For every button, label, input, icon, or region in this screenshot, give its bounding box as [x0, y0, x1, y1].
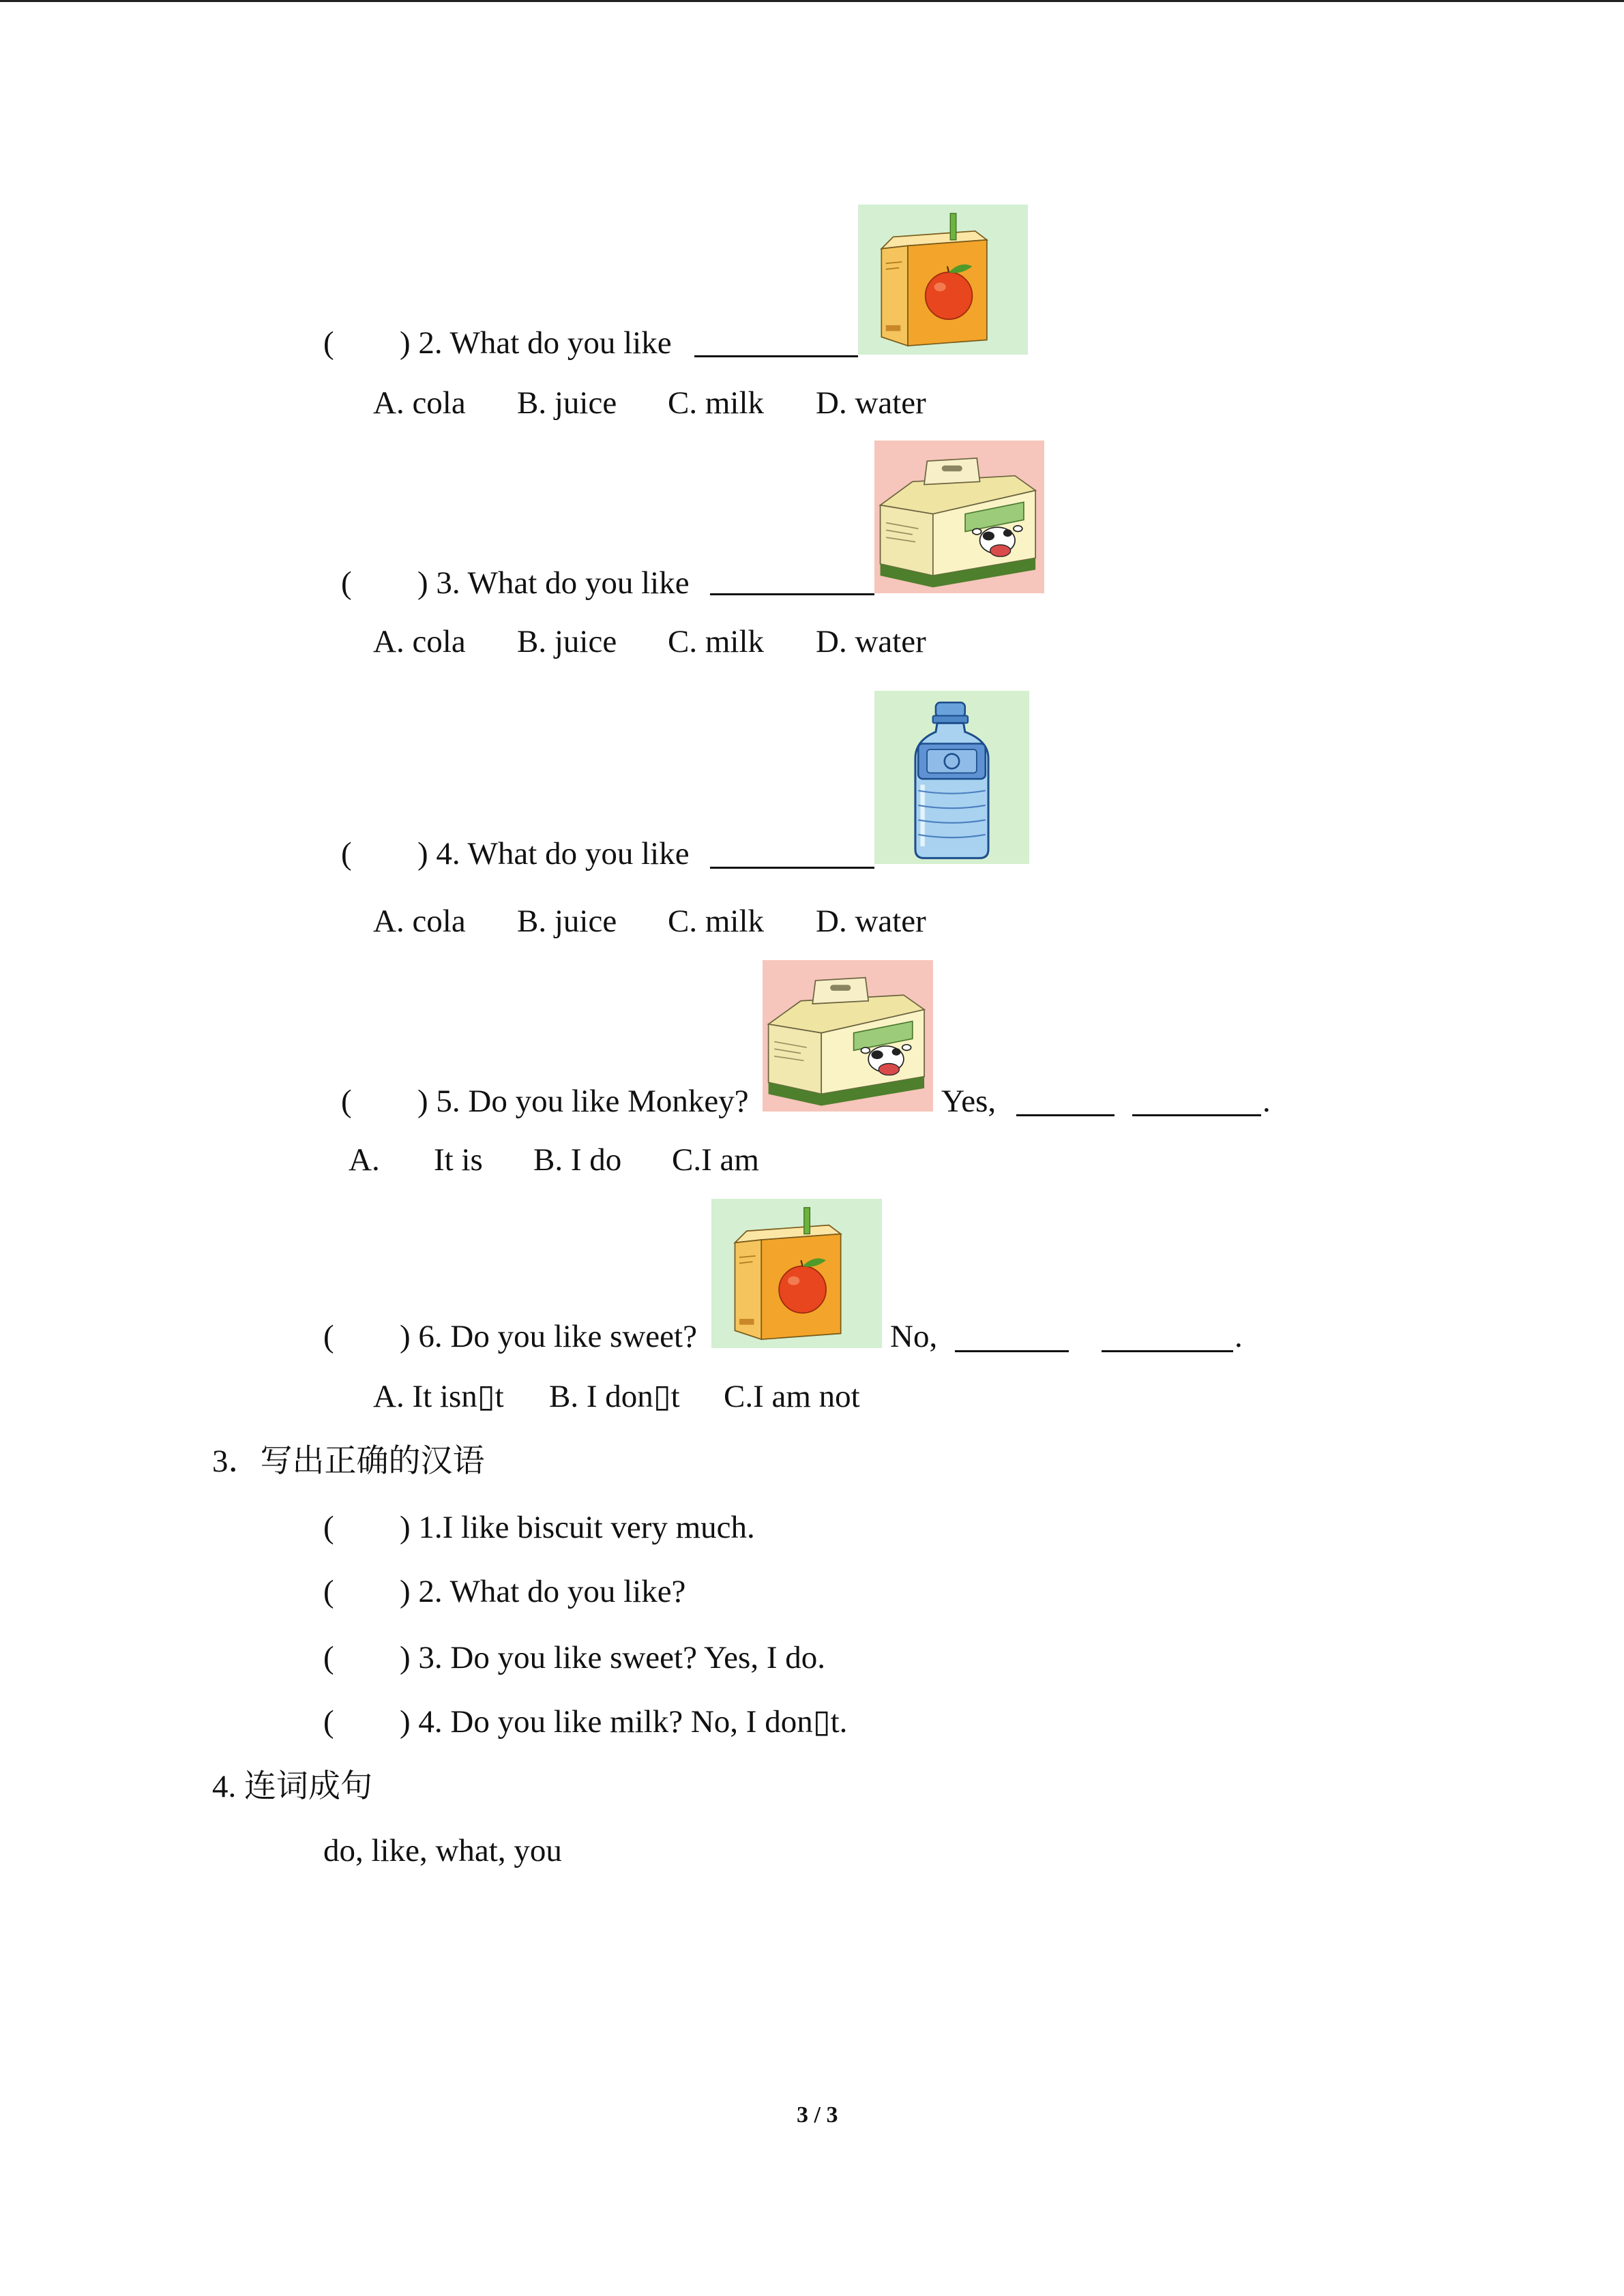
milk-carton-image — [874, 441, 1044, 593]
q4-option-c: C. milk — [668, 904, 765, 939]
q2-option-c: C. milk — [668, 385, 765, 421]
part4-heading: 4. 连词成句 — [212, 1769, 372, 1804]
part3-item-4-paren: ( — [323, 1704, 334, 1740]
q3-option-b: B. juice — [517, 624, 617, 659]
q4-answer-blank — [710, 867, 874, 869]
water-bottle-image — [874, 691, 1029, 864]
part3-item-2: ) 2. What do you like? — [400, 1574, 686, 1609]
q5-option-a: A. — [349, 1142, 380, 1178]
milk-carton-image — [763, 960, 933, 1112]
q3-option-a: A. cola — [373, 624, 466, 659]
juice-box-image — [711, 1199, 882, 1348]
q3-paren-open: ( — [341, 565, 352, 601]
q6-answer-prefix: No, — [890, 1319, 938, 1354]
juice-box-image — [858, 205, 1028, 355]
q2-option-d: D. water — [816, 385, 926, 421]
q4-question: ) 4. What do you like — [417, 836, 690, 871]
q6-option-c: C.I am not — [724, 1379, 860, 1414]
part3-item-3: ) 3. Do you like sweet? Yes, I do. — [400, 1640, 825, 1675]
q5-option-b: B. I do — [533, 1142, 622, 1178]
q4-paren-open: ( — [341, 836, 352, 871]
q6-answer-blank-2 — [1102, 1350, 1233, 1352]
q3-question: ) 3. What do you like — [417, 565, 690, 601]
q6-paren-open: ( — [323, 1319, 334, 1354]
q6-option-b: B. I don▯t — [549, 1379, 680, 1414]
q3-answer-blank — [710, 593, 874, 595]
q3-option-d: D. water — [816, 624, 926, 659]
part3-item-2-paren: ( — [323, 1574, 334, 1609]
q3-option-c: C. milk — [668, 624, 765, 659]
q5-answer-end: . — [1263, 1084, 1271, 1119]
q2-answer-blank — [694, 355, 858, 357]
q5-answer-blank-1 — [1016, 1114, 1114, 1116]
part3-heading: 3．写出正确的汉语 — [212, 1444, 485, 1479]
q2-paren-open: ( — [323, 325, 334, 361]
q6-answer-blank-1 — [955, 1350, 1069, 1352]
q5-answer-blank-2 — [1132, 1114, 1261, 1116]
q6-option-a: A. It isn▯t — [373, 1379, 504, 1414]
page-number: 3 / 3 — [797, 2102, 838, 2128]
q5-option-c: C.I am — [672, 1142, 759, 1178]
q5-question: ) 5. Do you like Monkey? — [417, 1084, 749, 1119]
top-border-line — [0, 0, 1624, 2]
q6-question: ) 6. Do you like sweet? — [400, 1319, 697, 1354]
q5-answer-prefix: Yes, — [941, 1084, 996, 1119]
part3-item-4: ) 4. Do you like milk? No, I don▯t. — [400, 1704, 848, 1740]
q4-option-d: D. water — [816, 904, 926, 939]
q5-option-a-text: It is — [434, 1142, 483, 1178]
q2-option-b: B. juice — [517, 385, 617, 421]
q2-option-a: A. cola — [373, 385, 466, 421]
part3-item-1-paren: ( — [323, 1510, 334, 1545]
part3-item-3-paren: ( — [323, 1640, 334, 1675]
q4-option-b: B. juice — [517, 904, 617, 939]
part4-word-list: do, like, what, you — [323, 1833, 562, 1868]
q2-question: ) 2. What do you like — [400, 325, 672, 361]
q5-paren-open: ( — [341, 1084, 352, 1119]
q4-option-a: A. cola — [373, 904, 466, 939]
q6-answer-end: . — [1235, 1319, 1243, 1354]
part3-item-1: ) 1.I like biscuit very much. — [400, 1510, 755, 1545]
